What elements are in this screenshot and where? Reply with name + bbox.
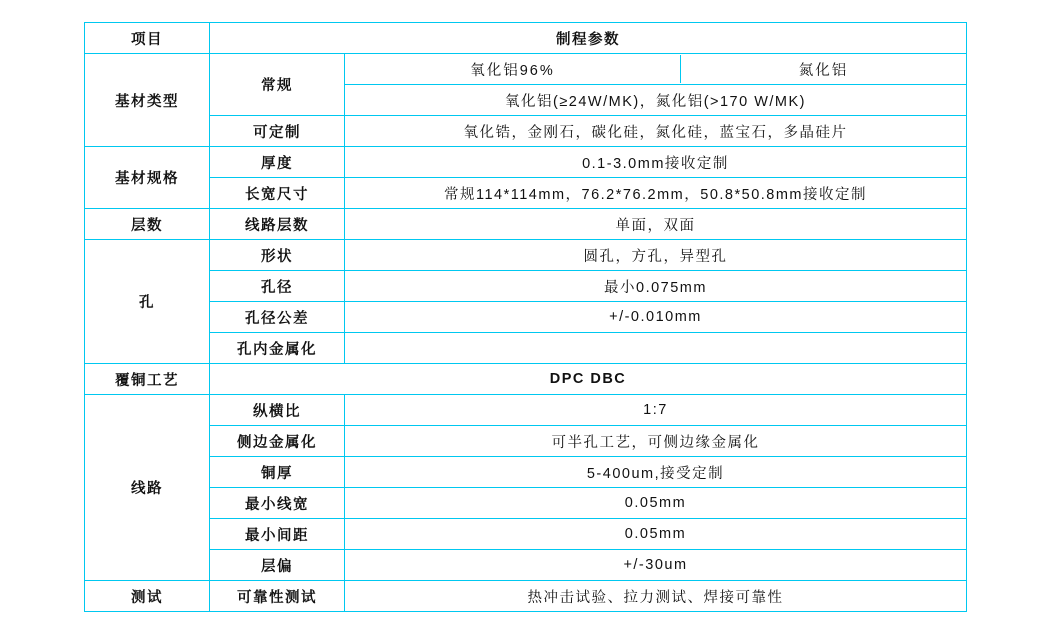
table-row: [85, 54, 967, 85]
table-row: [85, 519, 967, 550]
value-min-spacing: 0.05mm: [345, 519, 967, 550]
table-row: [85, 395, 967, 426]
sub-standard: 常规: [210, 54, 345, 116]
header-item: 项目: [85, 23, 210, 54]
category-holes: 孔: [85, 240, 210, 364]
sub-shape: 形状: [210, 240, 345, 271]
value-alumina96: 氧化铝96%: [345, 55, 681, 83]
sub-aspect-ratio: 纵横比: [210, 395, 345, 426]
category-layers: 层数: [85, 209, 210, 240]
table-row: [85, 457, 967, 488]
sub-customizable: 可定制: [210, 116, 345, 147]
table-row: [85, 116, 967, 147]
value-dimensions: 常规114*114mm，76.2*76.2mm，50.8*50.8mm接收定制: [345, 178, 967, 209]
category-circuit: 线路: [85, 395, 210, 581]
sub-thickness: 厚度: [210, 147, 345, 178]
table-row: [85, 209, 967, 240]
table-row: [85, 581, 967, 612]
category-copper-process: 覆铜工艺: [85, 364, 210, 395]
table-row: [85, 302, 967, 333]
table-row: [85, 240, 967, 271]
sub-hole-metallization: 孔内金属化: [210, 333, 345, 364]
value-customizable-materials: 氧化锆，金刚石，碳化硅，氮化硅，蓝宝石，多晶硅片: [345, 116, 967, 147]
table-row: [85, 147, 967, 178]
value-hole-metallization: [345, 333, 967, 364]
value-aspect-ratio: 1:7: [345, 395, 967, 426]
sub-reliability-test: 可靠性测试: [210, 581, 345, 612]
sub-dimensions: 长宽尺寸: [210, 178, 345, 209]
sub-hole-tolerance: 孔径公差: [210, 302, 345, 333]
value-copper-process: DPC DBC: [210, 364, 967, 395]
value-hole-diameter: 最小0.075mm: [345, 271, 967, 302]
table-row: [85, 488, 967, 519]
value-aluminum-nitride: 氮化铝: [681, 55, 967, 83]
sub-copper-thickness: 铜厚: [210, 457, 345, 488]
value-thermal-conductivity: 氧化铝(≥24W/MK)，氮化铝(>170 W/MK): [345, 85, 967, 116]
sub-min-spacing: 最小间距: [210, 519, 345, 550]
value-circuit-layers: 单面，双面: [345, 209, 967, 240]
sub-side-metallization: 侧边金属化: [210, 426, 345, 457]
value-copper-thickness: 5-400um,接受定制: [345, 457, 967, 488]
sub-layer-offset: 层偏: [210, 550, 345, 581]
table-row: [85, 426, 967, 457]
table-row: [85, 178, 967, 209]
sub-hole-diameter: 孔径: [210, 271, 345, 302]
category-substrate-type: 基材类型: [85, 54, 210, 147]
value-side-metallization: 可半孔工艺，可侧边缘金属化: [345, 426, 967, 457]
value-thickness: 0.1-3.0mm接收定制: [345, 147, 967, 178]
header-process-parameters: 制程参数: [210, 23, 967, 54]
value-hole-tolerance: +/-0.010mm: [345, 302, 967, 333]
table-row: [85, 271, 967, 302]
category-testing: 测试: [85, 581, 210, 612]
sub-min-line-width: 最小线宽: [210, 488, 345, 519]
value-reliability-test: 热冲击试验、拉力测试、焊接可靠性: [345, 581, 967, 612]
process-parameters-table: [84, 22, 967, 612]
value-layer-offset: +/-30um: [345, 550, 967, 581]
value-shape: 圆孔，方孔，异型孔: [345, 240, 967, 271]
sub-circuit-layers: 线路层数: [210, 209, 345, 240]
table-row: [85, 333, 967, 364]
table-row: [85, 364, 967, 395]
spec-table-container: [84, 22, 966, 612]
value-min-line-width: 0.05mm: [345, 488, 967, 519]
table-header-row: [85, 23, 967, 54]
category-substrate-spec: 基材规格: [85, 147, 210, 209]
table-row: [85, 550, 967, 581]
